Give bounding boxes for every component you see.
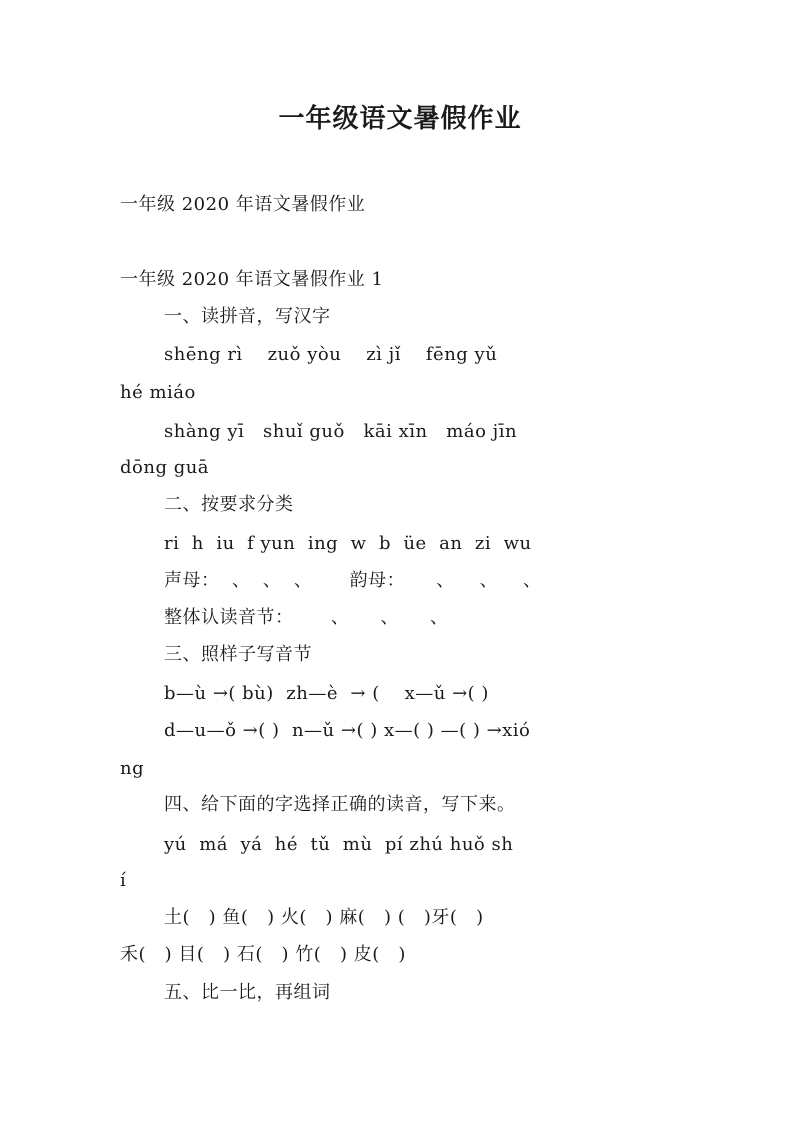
exercise-5-heading: 五、比一比，再组词 — [164, 982, 331, 1003]
classification-line: 整体认读音节： 、 、 、 — [164, 607, 449, 628]
exercise-3-heading: 三、照样子写音节 — [164, 644, 312, 665]
syllable-line: d—u—ǒ →( ) n—ǔ →( ) x—( ) —( ) →xió — [164, 720, 531, 741]
page-title: 一年级语文暑假作业 — [278, 104, 522, 134]
character-blanks-line: 禾( ) 目( ) 石( ) 竹( ) 皮( ) — [120, 944, 406, 965]
exercise-1-heading: 一、读拼音，写汉字 — [164, 306, 331, 327]
syllable-line: ng — [120, 758, 145, 779]
pinyin-line: shēng rì zuǒ yòu zì jǐ fēng yǔ — [164, 344, 498, 365]
section-heading: 一年级 2020 年语文暑假作业 1 — [120, 269, 384, 290]
pinyin-choices-line: í — [120, 870, 127, 891]
syllable-line: b—ù →( bù) zh—è → ( x—ǔ →( ) — [164, 683, 489, 704]
exercise-4-heading: 四、给下面的字选择正确的读音，写下来。 — [164, 794, 516, 815]
classification-line: 声母： 、 、 、 韵母： 、 、 、 — [164, 570, 542, 591]
sound-list-line: ri h iu f yun ing w b üe an zi wu — [164, 533, 532, 554]
character-blanks-line: 土( ) 鱼( ) 火( ) 麻( ) ( )牙( ) — [164, 907, 484, 928]
exercise-2-heading: 二、按要求分类 — [164, 494, 294, 515]
pinyin-line: hé miáo — [120, 382, 196, 403]
pinyin-line: shàng yī shuǐ guǒ kāi xīn máo jīn — [164, 421, 518, 442]
pinyin-line: dōng guā — [120, 457, 210, 478]
pinyin-choices-line: yú má yá hé tǔ mù pí zhú huǒ sh — [164, 834, 514, 855]
subtitle-line: 一年级 2020 年语文暑假作业 — [120, 194, 366, 215]
